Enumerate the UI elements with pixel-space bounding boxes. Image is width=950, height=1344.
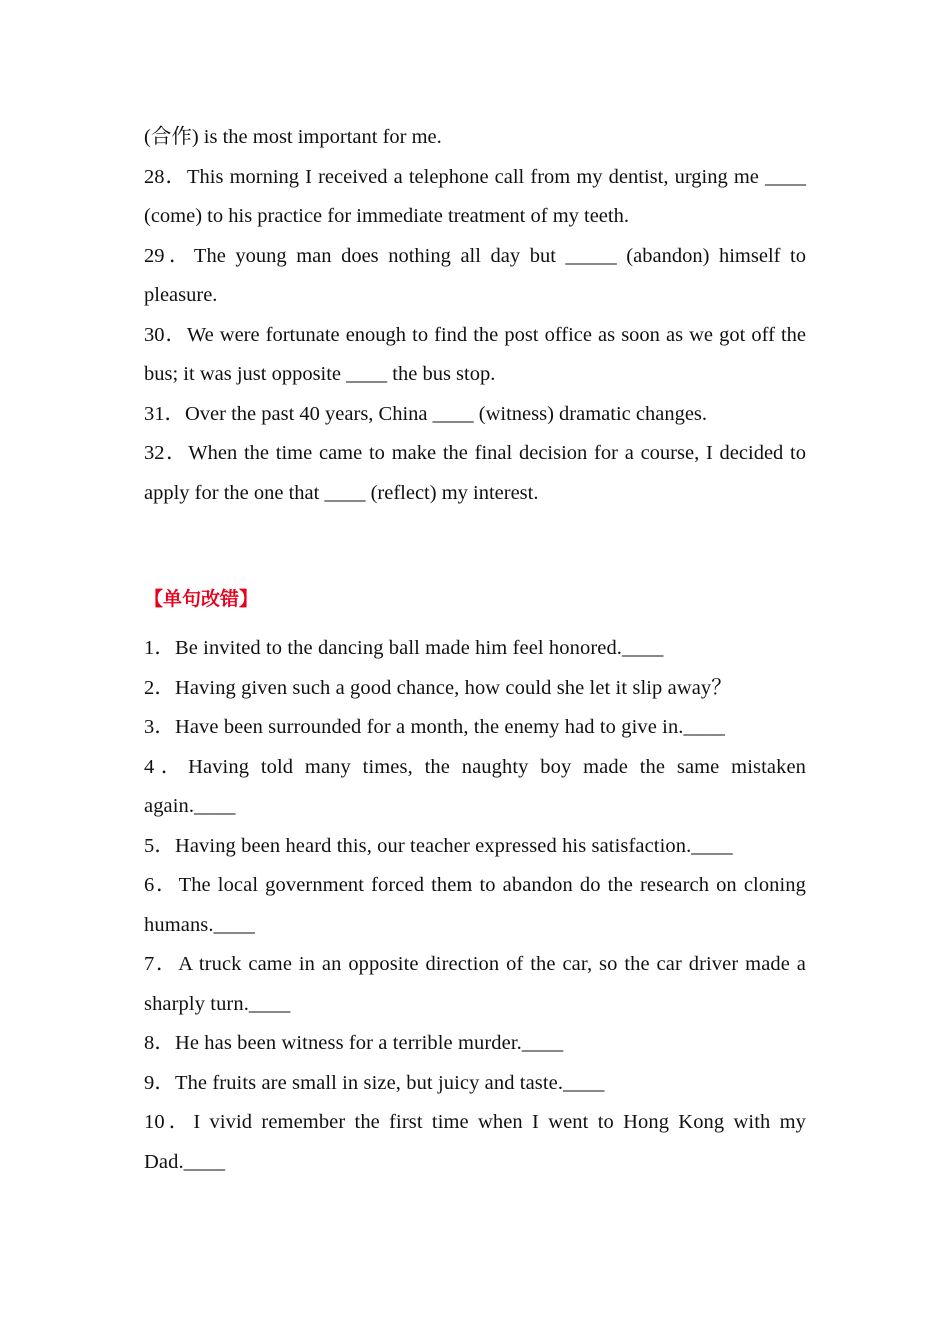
correction-item-6 (144, 866, 806, 945)
correction-item-1 (144, 629, 806, 669)
item-number: 2． (144, 676, 175, 699)
item-text: Having told many times, the naughty boy made the same mistaken again.____ (144, 755, 806, 817)
item-number: 3． (144, 716, 175, 738)
fill-blank-continuation (144, 118, 806, 158)
section-title: 【单句改错】 (144, 588, 259, 610)
item-text: The fruits are small in size, but juicy and taste.____ (174, 1071, 605, 1094)
section-spacer (144, 513, 806, 579)
fill-blank-item-32 (144, 434, 806, 513)
item-text: (合作) is the most important for me. (144, 126, 442, 148)
item-number: 29． (144, 244, 194, 267)
item-text: Be invited to the dancing ball made him feel honored.____ (174, 637, 664, 659)
item-number: 30． (144, 323, 187, 346)
item-text: He has been witness for a terrible murder.____ (174, 1032, 564, 1054)
item-number: 1． (144, 637, 175, 659)
correction-item-4 (144, 748, 806, 827)
item-number: 8． (144, 1032, 175, 1054)
item-text: The young man does nothing all day but _____ (abandon) himself to pleasure. (144, 244, 806, 306)
item-number: 7． (144, 953, 179, 975)
item-number: 10． (144, 1111, 194, 1133)
item-text: When the time came to make the final decision for a course, I decided to apply for the one that ____ (reflect) my interest. (144, 442, 806, 504)
item-number: 6． (144, 874, 179, 896)
correction-item-2 (144, 669, 806, 709)
item-text: Having given such a good chance, how could she let it slip away？ (174, 676, 732, 699)
item-text: Having been heard this, our teacher expressed his satisfaction.____ (174, 834, 733, 857)
item-text: Over the past 40 years, China ____ (witness) dramatic changes. (185, 402, 708, 425)
item-text: I vivid remember the first time when I went to Hong Kong with my Dad.____ (144, 1111, 806, 1173)
item-text: Have been surrounded for a month, the enemy had to give in.____ (174, 716, 725, 738)
correction-item-9 (144, 1064, 806, 1104)
fill-blank-item-28 (144, 158, 806, 237)
correction-item-8 (144, 1024, 806, 1064)
correction-item-7 (144, 945, 806, 1024)
item-number: 9． (144, 1071, 175, 1094)
document-page (144, 118, 806, 1182)
fill-blank-item-31 (144, 395, 806, 435)
item-number: 28． (144, 165, 187, 188)
item-number: 5． (144, 834, 175, 857)
item-text: We were fortunate enough to find the post office as soon as we got off the bus; it was just opposite ____ the bus stop. (144, 323, 807, 385)
item-text: A truck came in an opposite direction of the car, so the car driver made a sharply turn.____ (144, 953, 807, 1015)
correction-item-10 (144, 1103, 806, 1182)
item-number: 4． (144, 755, 189, 778)
correction-item-5 (144, 827, 806, 867)
item-number: 31． (144, 402, 185, 425)
correction-item-3 (144, 708, 806, 748)
item-number: 32． (144, 442, 189, 464)
fill-blank-item-29 (144, 237, 806, 316)
fill-blank-item-30 (144, 316, 806, 395)
item-text: This morning I received a telephone call from my dentist, urging me ____ (come) to his practice for immediate treatment of my teeth. (144, 165, 807, 227)
item-text: The local government forced them to abandon do the research on cloning humans.____ (144, 874, 807, 936)
